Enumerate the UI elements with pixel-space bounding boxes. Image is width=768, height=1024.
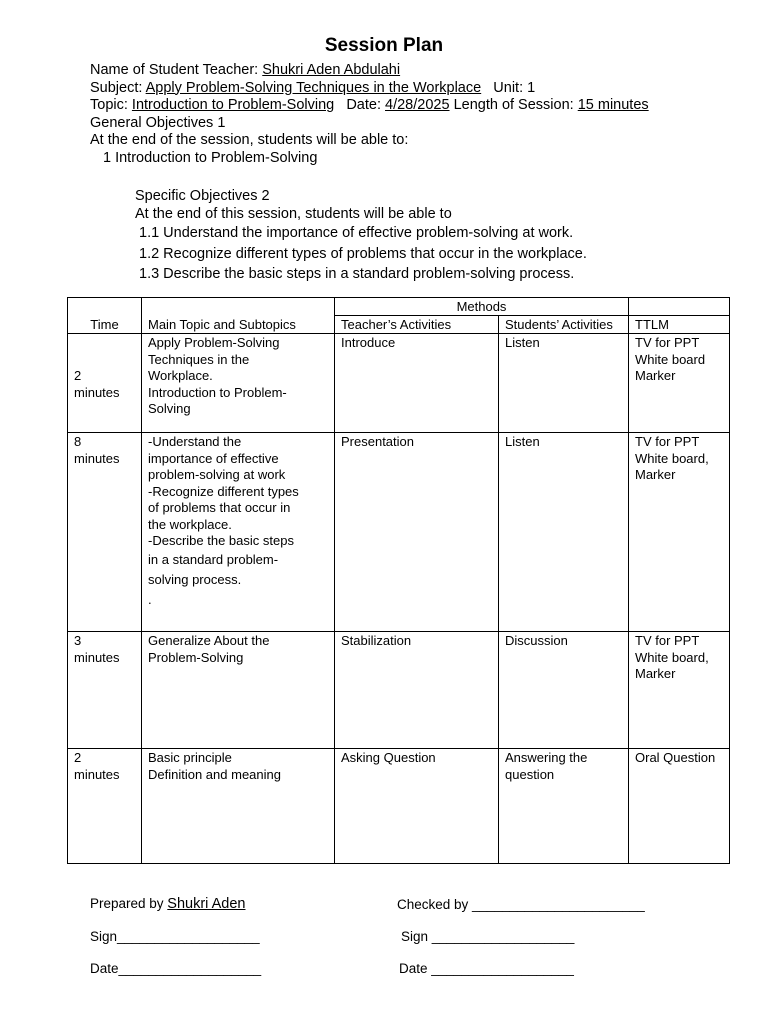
col-ttlm-header: TTLM xyxy=(629,316,730,334)
date-value: 4/28/2025 xyxy=(385,97,450,113)
checked-by: Checked by _______________________ xyxy=(397,897,645,912)
topic-line: Definition and meaning xyxy=(148,766,281,782)
time-value: 3 xyxy=(74,633,82,648)
ttlm-line: Marker xyxy=(635,467,676,482)
topic-line: solving process. xyxy=(148,571,242,587)
time-value: 2 xyxy=(74,368,82,383)
ttlm-line: White board, xyxy=(635,450,709,466)
general-objectives-heading: General Objectives 1 xyxy=(90,114,226,131)
topic-cell xyxy=(142,632,335,749)
topic-line: problem-solving at work xyxy=(148,467,286,482)
student-activity-line: Answering the xyxy=(505,750,588,765)
topic-cell xyxy=(142,749,335,864)
subject-value: Apply Problem-Solving Techniques in the Workplace xyxy=(145,79,482,96)
sign-right: Sign ___________________ xyxy=(401,929,575,944)
time-unit: minutes xyxy=(74,766,120,782)
student-activity-line: Discussion xyxy=(505,633,568,648)
topic-value: Introduction to Problem-Solving xyxy=(131,97,335,113)
student-activity-cell xyxy=(499,749,629,864)
teacher-activity-cell: Presentation xyxy=(335,433,499,632)
teacher-activity-cell: Stabilization xyxy=(335,632,499,749)
column-header-row xyxy=(68,316,730,334)
ttlm-cell xyxy=(629,433,730,632)
topic-line: importance of effective xyxy=(148,450,279,466)
table-row xyxy=(68,632,730,749)
methods-header-row xyxy=(68,298,730,316)
page-title: Session Plan xyxy=(324,35,444,56)
col-teacher-header: Teacher’s Activities xyxy=(335,316,499,334)
topic-line: Workplace. xyxy=(148,368,213,383)
specific-objectives-heading: Specific Objectives 2 xyxy=(135,188,270,204)
teacher-activity-cell: Asking Question xyxy=(335,749,499,864)
topic-line xyxy=(90,97,649,115)
methods-header: Methods xyxy=(335,298,629,316)
time-cell xyxy=(68,749,142,864)
ttlm-cell xyxy=(629,749,730,864)
date-label: Date: xyxy=(346,97,386,113)
time-cell xyxy=(68,433,142,632)
subject-line xyxy=(90,80,649,98)
specific-objective-item: 1.3 Describe the basic steps in a standard problem-solving process. xyxy=(139,266,575,282)
ttlm-cell xyxy=(629,334,730,433)
topic-line: Generalize About the xyxy=(148,633,270,648)
topic-line: . xyxy=(148,591,152,607)
prepared-by-label: Prepared by xyxy=(90,896,168,911)
ttlm-cell xyxy=(629,632,730,749)
student-teacher-name: Shukri Aden Abdulahi xyxy=(262,62,401,78)
time-unit: minutes xyxy=(74,450,120,466)
time-unit: minutes xyxy=(74,384,120,400)
student-activity-cell xyxy=(499,334,629,433)
specific-objectives-intro: At the end of this session, students will be able to xyxy=(135,205,452,222)
topic-line: Basic principle xyxy=(148,750,232,765)
topic-cell xyxy=(142,433,335,632)
unit-label: Unit: 1 xyxy=(493,79,536,96)
table-row xyxy=(68,433,730,632)
topic-line: of problems that occur in xyxy=(148,500,291,515)
prepared-by xyxy=(90,896,246,912)
specific-objective-item: 1.2 Recognize different types of problems that occur in the workplace. xyxy=(139,245,587,262)
teacher-activity-cell: Introduce xyxy=(335,334,499,433)
length-label: Length of Session: xyxy=(453,97,578,113)
general-objectives-intro: At the end of the session, students will be able to: xyxy=(90,132,409,148)
student-activity-cell xyxy=(499,632,629,749)
student-activity-line: Listen xyxy=(505,335,540,350)
time-unit: minutes xyxy=(74,649,120,665)
time-cell xyxy=(68,334,142,433)
session-header xyxy=(90,62,649,167)
time-cell xyxy=(68,632,142,749)
time-value: 8 xyxy=(74,434,82,449)
topic-line: Solving xyxy=(148,401,191,416)
table-row xyxy=(68,749,730,864)
ttlm-line: White board xyxy=(635,351,706,367)
sign-left: Sign___________________ xyxy=(90,929,260,944)
session-plan-table xyxy=(67,297,730,864)
student-activity-cell xyxy=(499,433,629,632)
student-activity-line: question xyxy=(505,766,555,782)
student-teacher-label: Name of Student Teacher: xyxy=(90,62,263,78)
student-activity-line: Listen xyxy=(505,434,540,449)
ttlm-line: TV for PPT xyxy=(635,335,700,350)
topic-line: Apply Problem-Solving xyxy=(148,335,280,350)
date-right: Date ___________________ xyxy=(399,961,574,976)
topic-line: -Recognize different types xyxy=(148,483,299,499)
ttlm-line: TV for PPT xyxy=(635,434,700,449)
topic-label: Topic: xyxy=(90,97,132,113)
ttlm-line: Marker xyxy=(635,666,676,681)
ttlm-line: Oral Question xyxy=(635,750,716,765)
topic-line: -Describe the basic steps xyxy=(148,533,294,548)
ttlm-line: White board, xyxy=(635,649,709,665)
length-value: 15 minutes xyxy=(577,97,649,113)
col-time-header: Time xyxy=(68,316,142,334)
col-topic-header: Main Topic and Subtopics xyxy=(142,316,335,334)
subject-label: Subject: xyxy=(90,79,146,96)
topic-line: Problem-Solving xyxy=(148,649,244,665)
general-objective-item: 1 Introduction to Problem-Solving xyxy=(103,149,318,166)
topic-line: Techniques in the xyxy=(148,351,250,367)
topic-line: in a standard problem- xyxy=(148,551,279,567)
student-teacher-line xyxy=(90,62,649,80)
topic-line: Introduction to Problem- xyxy=(148,384,287,400)
specific-objective-item: 1.1 Understand the importance of effective problem-solving at work. xyxy=(139,225,574,241)
topic-line: -Understand the xyxy=(148,434,242,449)
prepared-by-name: Shukri Aden xyxy=(167,896,246,912)
table-row xyxy=(68,334,730,433)
topic-line: the workplace. xyxy=(148,516,232,532)
specific-objectives xyxy=(135,188,587,285)
date-left: Date___________________ xyxy=(90,961,262,976)
ttlm-line: TV for PPT xyxy=(635,633,700,648)
col-students-header: Students’ Activities xyxy=(499,316,629,334)
ttlm-line: Marker xyxy=(635,368,676,383)
time-value: 2 xyxy=(74,750,82,765)
topic-cell xyxy=(142,334,335,433)
